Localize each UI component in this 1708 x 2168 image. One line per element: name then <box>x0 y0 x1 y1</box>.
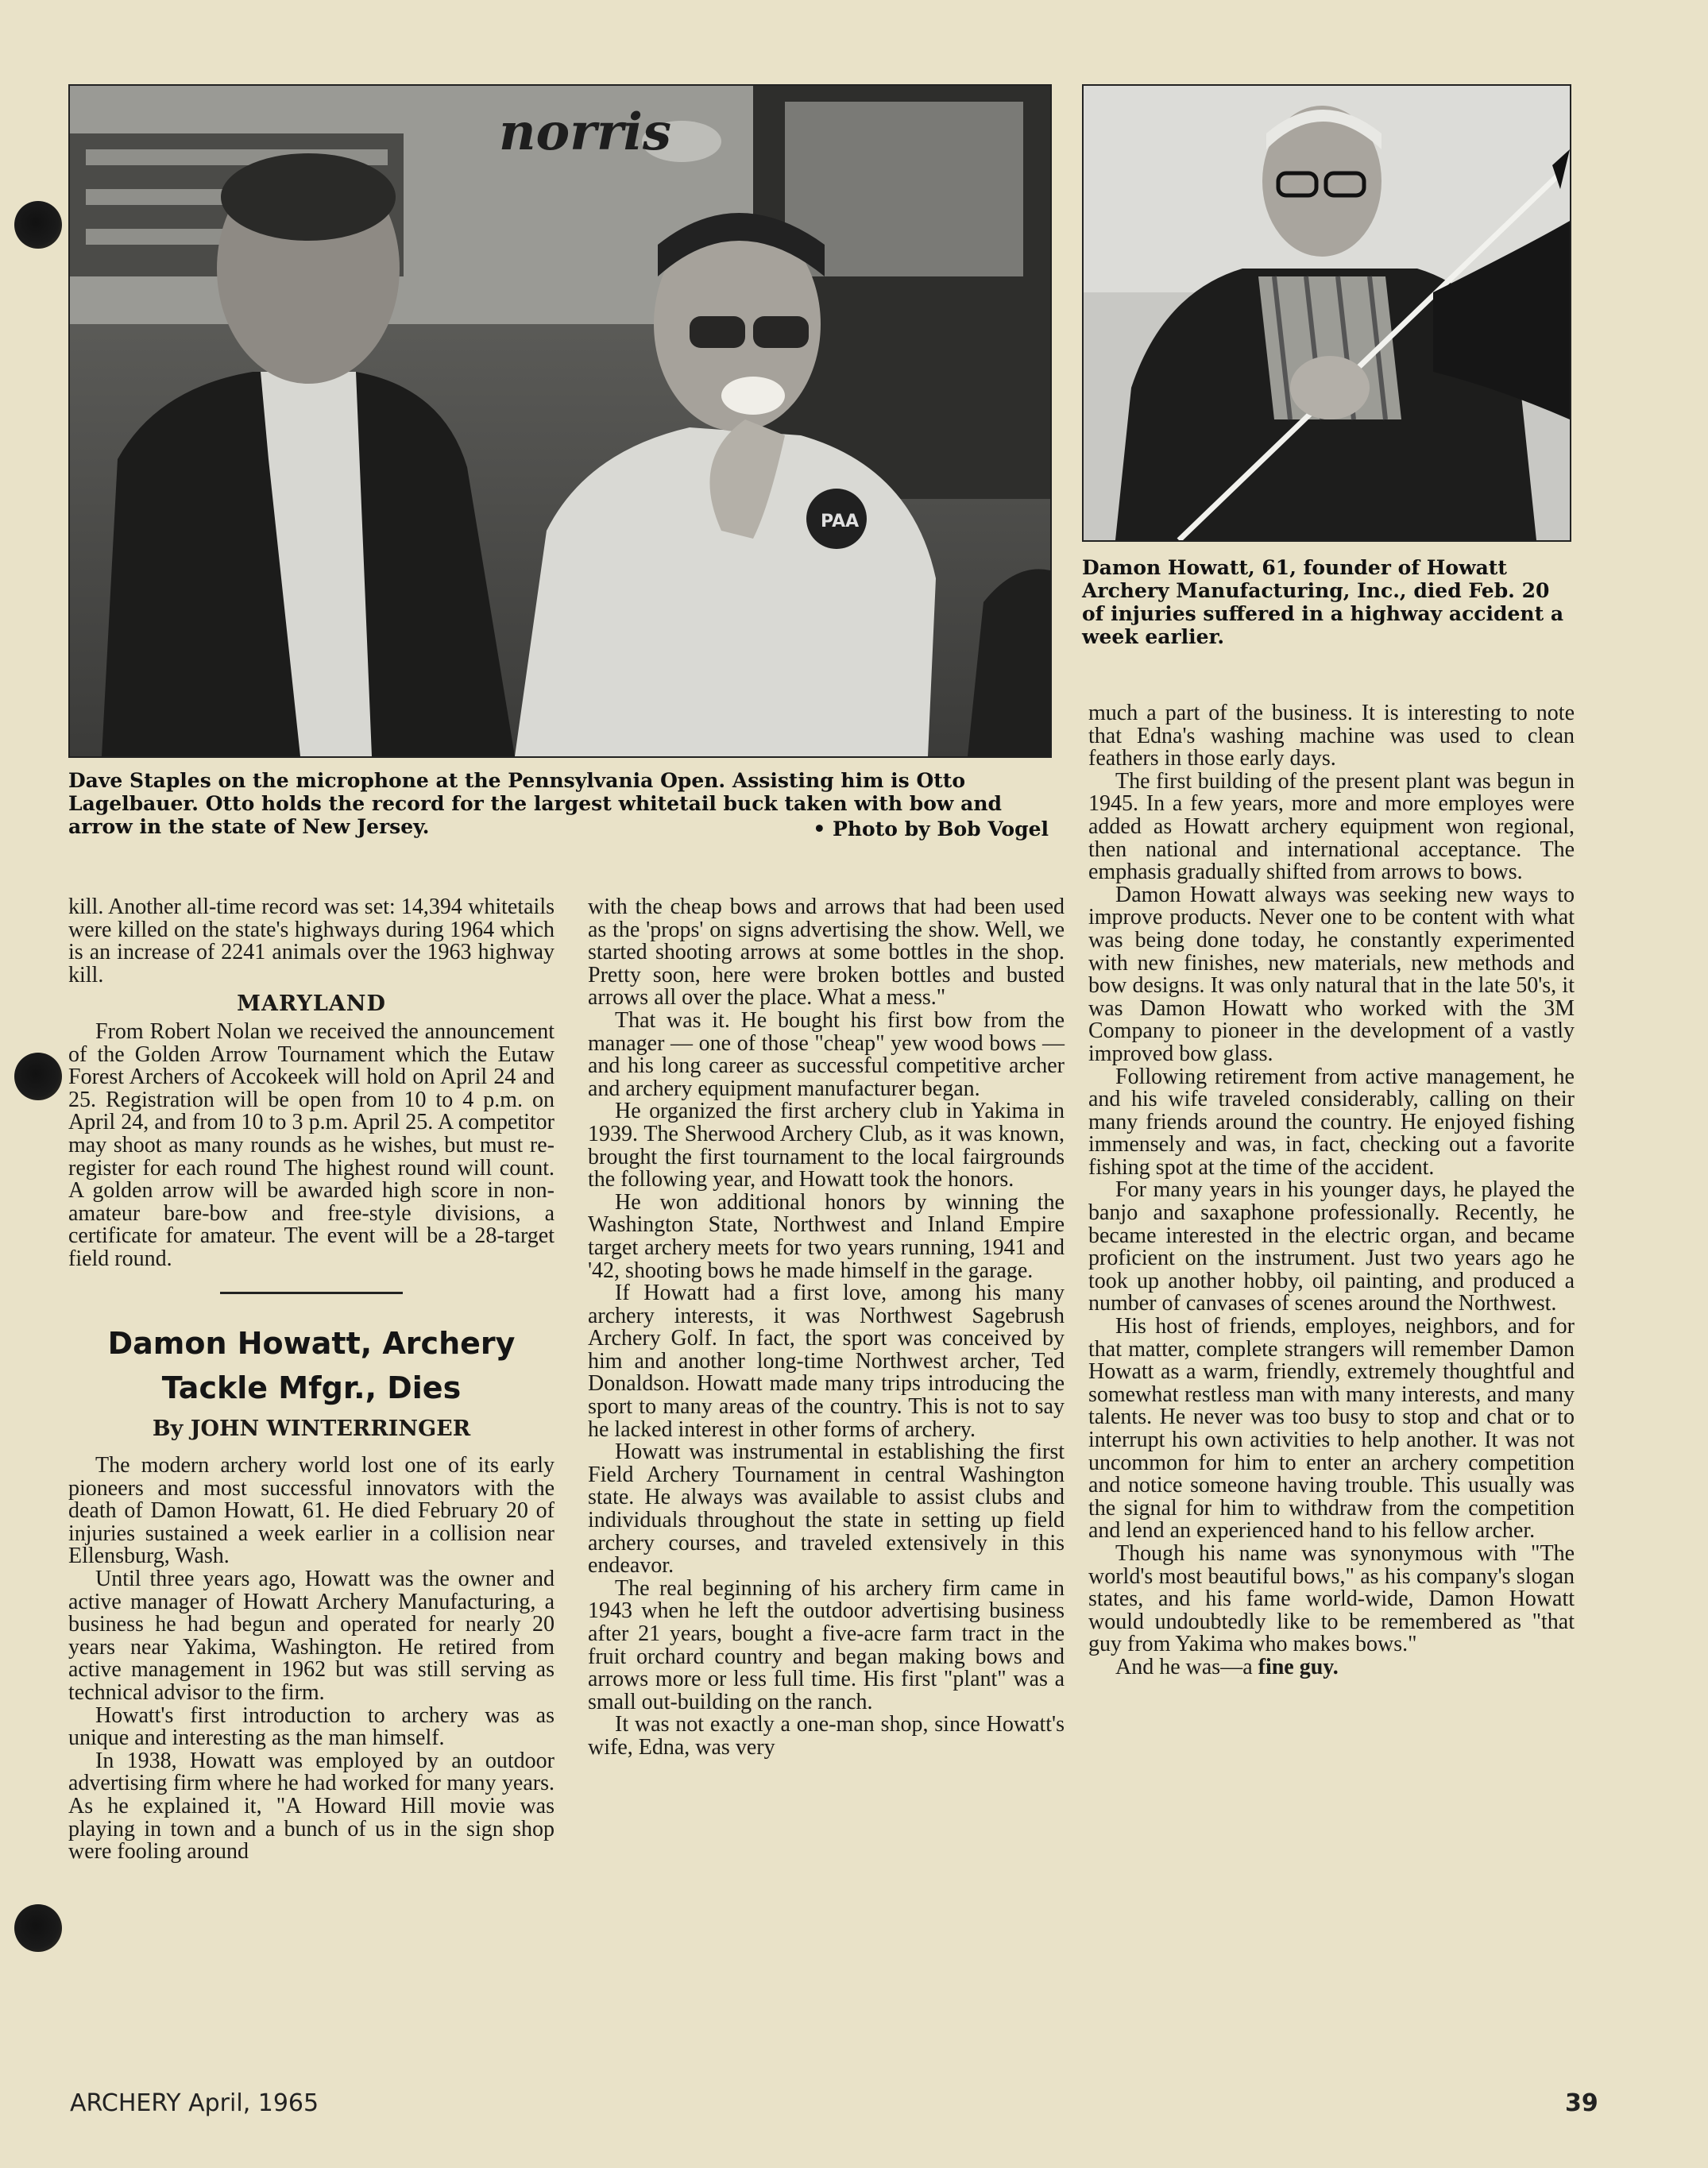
article-paragraph: Howatt's first introduction to archery was as unique and interesting as the man himself. <box>68 1702 555 1751</box>
photo2-caption <box>1082 556 1568 648</box>
article-paragraph: For many years in his younger days, he played the banjo and saxaphone professionally. Recently, he became interested in the electric organ, and became proficient on the instrument. Just two years ago he took up another hobby, oil painting, and produced a number of canvases of scenes around the Northwest. <box>1088 1177 1575 1316</box>
article-paragraph: It was not exactly a one-man shop, since Howatt's wife, Edna, was very <box>588 1712 1065 1760</box>
article-paragraph: Howatt was instrumental in establishing the first Field Archery Tournament in central Washington state. He always was available to assist clubs and individuals throughout the state in setting up field archery courses, and traveled extensively in this endeavor. <box>588 1440 1065 1579</box>
binder-hole-middle <box>14 1053 62 1100</box>
article-headline <box>68 1321 555 1410</box>
closing-text: And he was—a <box>1115 1654 1253 1679</box>
article-paragraph: Following retirement from active management, he and his wife traveled considerably, calling on their many friends around the country. He enjoyed fishing immensely and was, in fact, checking out a favorite fishing spot at the time of the accident. <box>1088 1064 1575 1180</box>
binder-hole-top <box>14 201 62 249</box>
article-column-1 <box>68 896 555 1864</box>
article-paragraph: The modern archery world lost one of its early pioneers and most successful innovators with the death of Damon Howatt, 61. He died February 20 of injuries sustained a week earlier in a collision near Ellensburg, Wash. <box>68 1453 555 1569</box>
article-paragraph: much a part of the business. It is interesting to note that Edna's washing machine was used to clean feathers in those early days. <box>1088 701 1575 771</box>
article-byline: By JOHN WINTERRINGER <box>152 1416 471 1441</box>
article-paragraph: Though his name was synonymous with "The world's most beautiful bows," as his company's slogan states, and his fame world-wide, Damon Howatt would undoubtedly like to be remembered as "that guy from Yakima who makes bows." <box>1088 1540 1575 1657</box>
headline-line-1: Damon Howatt, Archery <box>107 1325 516 1361</box>
article-paragraph: Until three years ago, Howatt was the owner and active manager of Howatt Archery Manufacturing, a business he had begun and operated for nearly 20 years near Yakima, Washington. He retired from active management in 1962 but was still serving as technical advisor to the firm. <box>68 1567 555 1706</box>
photo1-caption <box>68 769 1049 841</box>
article-column-2 <box>588 896 1065 1760</box>
photo1-caption-text: Dave Staples on the microphone at the Pennsylvania Open. Assisting him is Otto Lagelbauer. Otto holds the record for the largest whitetail buck taken with bow and arrow in the state of New Jersey. <box>68 769 1002 838</box>
sign-text: norris <box>499 102 671 162</box>
photo2-caption-text: Damon Howatt, 61, founder of Howatt Archery Manufacturing, Inc., died Feb. 20 of injuries suffered in a highway accident a week earlier. <box>1082 556 1564 648</box>
patch-text: PAA <box>821 512 860 531</box>
article-closing <box>1088 1656 1575 1679</box>
section-divider <box>220 1292 403 1294</box>
magazine-footer: ARCHERY April, 1965 <box>70 2089 319 2117</box>
article-paragraph: He won additional honors by winning the Washington State, Northwest and Inland Empire target archery meets for two years running, 1941 and '42, shooting bows he made himself in the garage. <box>588 1189 1065 1283</box>
article-paragraph: If Howatt had a first love, among his many archery interests, it was Northwest Sagebrush Archery Golf. In fact, the sport was conceived by him and another long-time Northwest archer, Ted Donaldson. Howatt made many trips introducing the sport to many areas of the country. This is not to say he lacked interest in other forms of archery. <box>588 1281 1065 1442</box>
headline-line-2: Tackle Mfgr., Dies <box>161 1370 462 1405</box>
binder-hole-bottom <box>14 1904 62 1952</box>
closing-bold: fine guy. <box>1258 1654 1339 1679</box>
article-paragraph: His host of friends, employes, neighbors, and for that matter, complete strangers will remember Damon Howatt as a warm, friendly, extremely thoughtful and somewhat restless man with many interests, and many talents. He never was too busy to stop and chat or to interrupt his own activities to help another. It was not uncommon for him to enter an archery competition and notice someone having trouble. This usually was the signal for him to withdraw from the competition and lend an experienced hand to his fellow archer. <box>1088 1314 1575 1544</box>
article-paragraph: with the cheap bows and arrows that had been used as the 'props' on signs advertising the show. Well, we started shooting arrows at some bottles in the shop. Pretty soon, here were broken bottles and busted arrows all over the place. What a mess." <box>588 895 1065 1011</box>
article-paragraph: The first building of the present plant was begun in 1945. In a few years, more and more employes were added as Howatt archery equipment won regional, then national and international acceptance. The emphasis gradually shifted from arrows to bows. <box>1088 768 1575 885</box>
page-number: 39 <box>1565 2089 1598 2117</box>
article-paragraph: In 1938, Howatt was employed by an outdoor advertising firm where he had worked for many years. As he explained it, "A Howard Hill movie was playing in town and a bunch of us in the sign shop were fooling around <box>68 1748 555 1865</box>
photo-credit: • Photo by Bob Vogel <box>813 817 1049 841</box>
photo-staples-microphone <box>68 84 1052 758</box>
article-paragraph: That was it. He bought his first bow from the manager — one of those "cheap" yew wood bows — and his long career as successful competitive archer and archery equipment manufacturer began. <box>588 1007 1065 1101</box>
maryland-paragraph: From Robert Nolan we received the announcement of the Golden Arrow Tournament which the Eutaw Forest Archers of Accokeek will hold on April 24 and 25. Registration will be open from 10 to 4 p.m. on April 24, and from 10 to 3 p.m. April 25. A competitor may shoot as many rounds as he wishes, but must re-register for each round The highest round will count. A golden arrow will be awarded high score in non-amateur bare-bow and free-style divisions, a certificate for amateur. The event will be a 28-target field round. <box>68 1018 555 1271</box>
article-column-3 <box>1088 702 1575 1679</box>
column1-intro: kill. Another all-time record was set: 14,394 whitetails were killed on the state's highways during 1964 which is an increase of 2241 animals over the 1963 highway kill. <box>68 895 555 987</box>
maryland-heading: MARYLAND <box>237 991 386 1017</box>
article-paragraph: He organized the first archery club in Yakima in 1939. The Sherwood Archery Club, as it was known, brought the first tournament to the local fairgrounds the following year, and Howatt took the honors. <box>588 1099 1065 1192</box>
article-paragraph: The real beginning of his archery firm came in 1943 when he left the outdoor advertising business after 21 years, bought a five-acre farm tract in the fruit orchard country and began making bows and arrows more or less full time. His first "plant" was a small out-building on the ranch. <box>588 1575 1065 1714</box>
article-paragraph: Damon Howatt always was seeking new ways to improve products. Never one to be content with what was being done today, he constantly experimented with new finishes, new materials, new methods and bow designs. It was only natural that in the late 50's, it was Damon Howatt who worked with the 3M Company to pioneer in the development of a vastly improved bow glass. <box>1088 882 1575 1066</box>
photo-damon-howatt <box>1082 84 1571 542</box>
